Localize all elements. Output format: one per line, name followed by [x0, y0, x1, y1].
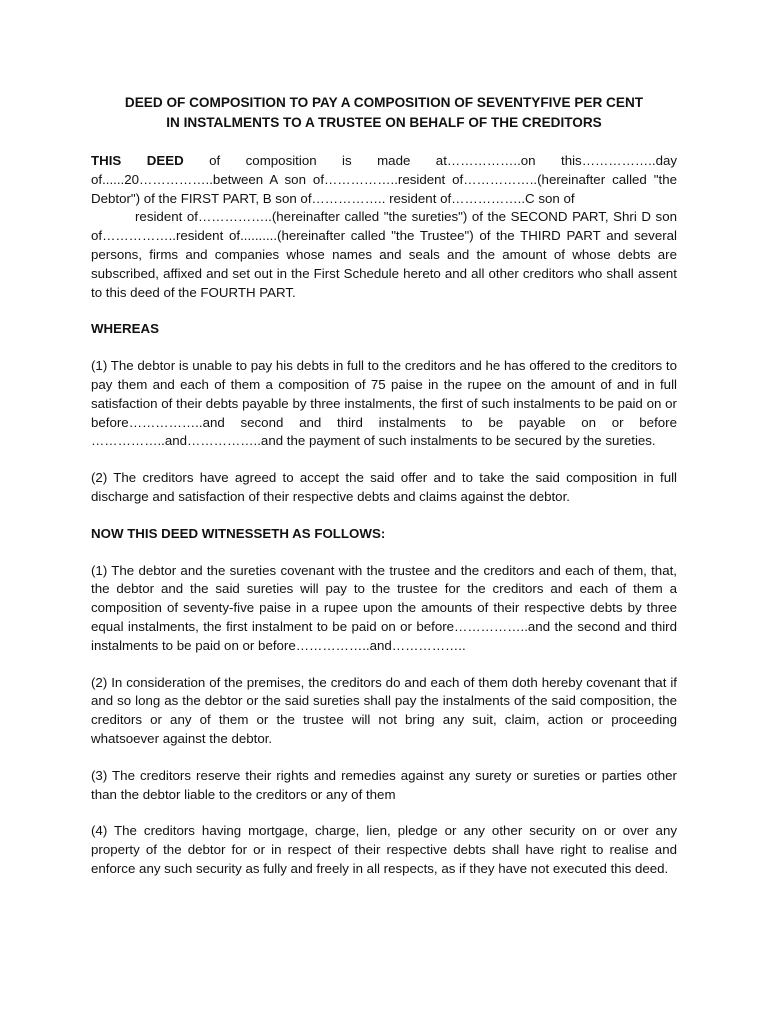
whereas-heading: WHEREAS	[91, 321, 159, 337]
clause-2: (2) In consideration of the premises, the creditors do and each of them doth hereby covenant that if and so long as the debtor or the said sureties shall pay the instalments of the said composition, the creditors or any of them or the trustee will not bring any suit, claim, action or proceeding whatsoever against the debtor.	[91, 674, 677, 746]
title-line-1: DEED OF COMPOSITION TO PAY A COMPOSITION OF SEVENTYFIVE PER CENT	[124, 95, 644, 110]
document-title	[77, 93, 691, 132]
whereas-clause-1: (1) The debtor is unable to pay his debts in full to the creditors and he has offered to the creditors to pay them and each of them a composition of 75 paise in the rupee on the amount of and in full satisfaction of their debts payable by three instalments, the first of such instalments to be paid on or before……………..and second and third instalments to be payable on or before ……………..and……………..and the payment of such instalments to be secured by the sureties.	[91, 358, 677, 449]
title-line-2: IN INSTALMENTS TO A TRUSTEE ON BEHALF OF THE CREDITORS	[166, 114, 602, 130]
clause-4: (4) The creditors having mortgage, charge, lien, pledge or any other security on or over any property of the debtor for or in respect of their respective debts shall have right to realise and enforce any such security as fully and freely in all respects, as if they have not executed this deed.	[91, 823, 677, 876]
document-page	[91, 93, 677, 879]
clause-1: (1) The debtor and the sureties covenant with the trustee and the creditors and each of them, that, the debtor and the said sureties will pay to the trustee for the creditors and each of them a composition of seventy-five paise in a rupee upon the amounts of their respective debts by three equal instalments, the first instalment to be paid on or before……………..and the second and third instalments to be paid on or before……………..and……………..	[91, 562, 677, 653]
intro-paragraph	[91, 152, 677, 302]
witnesseth-heading: NOW THIS DEED WITNESSETH AS FOLLOWS:	[91, 525, 386, 541]
intro-text-b: resident of……………..(hereinafter called "the sureties") of the SECOND PART, Shri D son of……………..resident of..........(hereinafter called "the Trustee") of the THIRD PART and several persons, firms and companies whose names and seals and the amount of whose debts are subscribed, affixed and set out in the First Schedule hereto and all other creditors who shall assent to this deed of the FOURTH PART.	[91, 209, 677, 300]
whereas-clause-2: (2) The creditors have agreed to accept the said offer and to take the said composition in full discharge and satisfaction of their respective debts and claims against the debtor.	[91, 470, 677, 504]
intro-text-a: of composition is made at……………..on this……………..day of......20……………..between A son of……………..resident of……………..(hereinafter called "the Debtor") of the FIRST PART, B son of…………….. resident of……………..C son of	[91, 153, 678, 206]
clause-3: (3) The creditors reserve their rights and remedies against any surety or sureties or parties other than the debtor liable to the creditors or any of them	[91, 767, 677, 802]
intro-lead: THIS DEED	[91, 153, 184, 168]
